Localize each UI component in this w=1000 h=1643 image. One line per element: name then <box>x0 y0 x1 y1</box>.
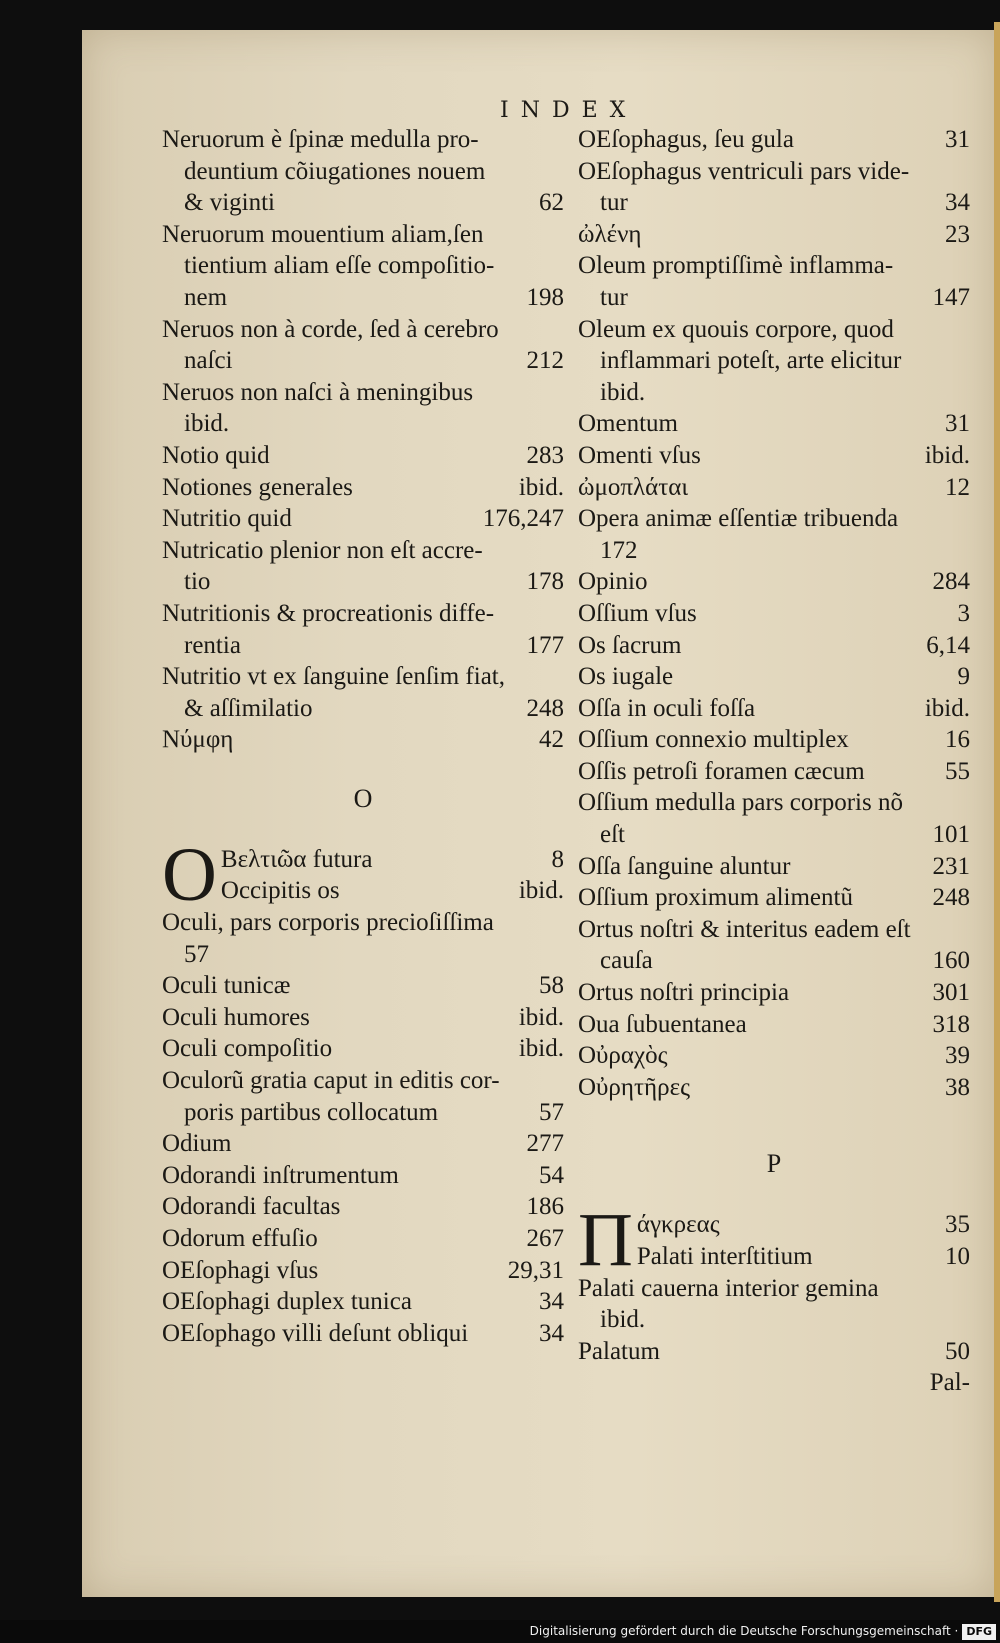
entry-term: Omenti vſus <box>578 441 701 469</box>
entry-term: Occipitis os <box>220 877 340 905</box>
entry-term: Palatum <box>578 1337 660 1365</box>
entry-page: 35 <box>945 1211 970 1239</box>
entry-term: naſci <box>184 347 233 375</box>
entry-term: rentia <box>184 631 241 659</box>
drop-cap-letter: Π <box>578 1198 633 1283</box>
index-entry <box>578 756 970 788</box>
entry-term: 172 <box>600 536 638 564</box>
entry-page: 284 <box>932 568 970 596</box>
index-entry <box>162 661 564 724</box>
dfg-logo: DFG <box>962 1624 996 1640</box>
entry-page: 301 <box>932 979 970 1007</box>
entry-term: Οὐρητῆρες <box>578 1073 690 1101</box>
entry-line: Nutritio vt ex ſanguine ſenſim fiat, <box>162 663 505 691</box>
entry-line: Neruos non à corde, ſed à cerebro <box>162 315 499 343</box>
index-entry <box>578 661 970 693</box>
entry-term: & aſſimilatio <box>184 694 313 722</box>
entry-page: 31 <box>945 126 970 153</box>
entry-line: Neruos non naſci à meningibus <box>162 378 474 406</box>
entry-term: 57 <box>184 940 209 968</box>
index-entry <box>578 1273 970 1336</box>
entry-line: tientium aliam eſſe compoſitio- <box>184 252 495 280</box>
entry-page: 176,247 <box>482 505 564 533</box>
entry-page: 198 <box>526 283 564 311</box>
entry-term: Odium <box>162 1130 232 1158</box>
index-entry <box>162 219 564 314</box>
entry-page: 101 <box>932 821 970 849</box>
entry-term: Odorandi inſtrumentum <box>162 1161 399 1189</box>
right-entries-o <box>578 124 970 1103</box>
entry-page: 212 <box>526 347 564 375</box>
index-entry <box>578 787 970 850</box>
index-entry <box>578 219 970 251</box>
entry-line: Oleum ex quouis corpore, quod <box>578 315 894 343</box>
entry-page: 57 <box>539 1098 564 1126</box>
index-entry <box>578 1072 970 1104</box>
index-entry <box>578 408 970 440</box>
entry-term: Odorandi facultas <box>162 1193 341 1221</box>
entry-page: 248 <box>526 694 564 722</box>
entry-term: Oſſium proximum alimentũ <box>578 884 853 912</box>
index-entry <box>162 377 564 440</box>
index-entry <box>578 1040 970 1072</box>
entry-page: 34 <box>945 189 970 217</box>
entry-term: Os ſacrum <box>578 631 682 659</box>
index-entry <box>162 907 564 970</box>
index-entry <box>162 1286 564 1318</box>
entry-page: ibid. <box>924 441 970 469</box>
entry-page: 318 <box>932 1010 970 1038</box>
entry-line: Nutritionis & procreationis diffe- <box>162 599 495 627</box>
entry-page: 12 <box>945 473 970 501</box>
entry-term: OEſophagi duplex tunica <box>162 1288 412 1316</box>
entry-page: 160 <box>932 947 970 975</box>
entry-page: 16 <box>945 726 970 754</box>
index-entry <box>578 693 970 725</box>
index-entry <box>162 1318 564 1350</box>
entry-term: Ortus noſtri principia <box>578 979 790 1007</box>
index-entry <box>162 1191 564 1223</box>
entry-page: 54 <box>539 1161 564 1189</box>
entry-page: 283 <box>526 441 564 469</box>
index-entry <box>578 1336 970 1368</box>
entry-term: tur <box>600 189 628 217</box>
entry-page: ibid. <box>518 877 564 905</box>
entry-term: ibid. <box>184 410 230 438</box>
index-entry <box>578 124 970 156</box>
index-entry <box>162 503 564 535</box>
entry-term: Oſſium vſus <box>578 599 697 627</box>
entry-term: Oculi humores <box>162 1003 310 1031</box>
index-entry <box>162 598 564 661</box>
entry-page: 3 <box>957 599 970 627</box>
index-entry <box>162 1223 564 1255</box>
index-entry <box>578 977 970 1009</box>
page-edge <box>994 22 1000 1602</box>
left-entries-o <box>162 907 564 1349</box>
entry-line: Neruorum mouentium aliam,ſen <box>162 220 484 248</box>
index-entry <box>578 598 970 630</box>
entry-term: OEſophagi vſus <box>162 1256 319 1284</box>
entry-page: 267 <box>526 1225 564 1252</box>
index-entry <box>578 156 970 219</box>
index-entry <box>162 724 564 756</box>
index-entry <box>578 882 970 914</box>
entry-term: & viginti <box>184 189 275 217</box>
entry-term: Oua ſubuentanea <box>578 1010 747 1038</box>
index-entry <box>162 1033 564 1065</box>
index-entry <box>578 472 970 504</box>
index-entry <box>578 1009 970 1041</box>
index-entry <box>578 724 970 756</box>
index-entry <box>578 314 970 409</box>
entry-line: Neruorum è ſpinæ medulla pro- <box>162 126 479 153</box>
drop-cap-block-p <box>578 1198 970 1283</box>
entry-line: Nutricatio plenior non eſt accre- <box>162 536 483 564</box>
entry-page: 10 <box>945 1243 970 1270</box>
index-entry <box>162 1128 564 1160</box>
entry-page: 50 <box>945 1337 970 1365</box>
entry-term: nem <box>184 283 228 311</box>
entry-page: 42 <box>539 726 564 754</box>
entry-page: 277 <box>526 1130 564 1158</box>
entry-term: Os iugale <box>578 663 674 691</box>
index-entry <box>162 1255 564 1287</box>
entry-page: 9 <box>957 663 970 691</box>
entry-page: 178 <box>526 568 564 596</box>
index-entry <box>162 1160 564 1192</box>
index-entry <box>578 440 970 472</box>
entry-term: Nutritio quid <box>162 505 292 533</box>
entry-term: Odorum effuſio <box>162 1225 318 1252</box>
index-entry <box>162 535 564 598</box>
catchword: Pal- <box>929 1369 970 1397</box>
entry-page: 23 <box>945 220 970 248</box>
right-column <box>578 124 970 1399</box>
entry-term: tio <box>184 568 211 596</box>
entry-page: 248 <box>932 884 970 912</box>
entry-page: 39 <box>945 1042 970 1070</box>
index-entry <box>162 1002 564 1034</box>
index-entry <box>162 440 564 472</box>
entry-line: OEſophagus ventriculi pars vide- <box>578 157 910 185</box>
index-entry <box>162 1065 564 1128</box>
left-column <box>162 124 564 1349</box>
index-entry <box>578 566 970 598</box>
entry-term: Oculi compoſitio <box>162 1035 333 1063</box>
entry-term: Palati interſtitium <box>636 1243 813 1270</box>
entry-page: 38 <box>945 1073 970 1101</box>
entry-page: 186 <box>526 1193 564 1221</box>
entry-page: 8 <box>551 845 564 873</box>
entry-term: tur <box>600 283 628 311</box>
entry-term: poris partibus collocatum <box>184 1098 439 1126</box>
drop-cap-block-o <box>162 832 564 917</box>
entry-page: 34 <box>539 1319 564 1347</box>
index-entry <box>162 124 564 219</box>
entry-line: Oculi, pars corporis precioſiſſima <box>162 909 494 937</box>
entry-line: Ortus noſtri & interitus eadem eſt <box>578 915 911 943</box>
page-header: INDEX <box>500 98 638 123</box>
entry-page: 58 <box>539 972 564 1000</box>
entry-page: 6,14 <box>926 631 970 659</box>
entry-line: Palati cauerna interior gemina <box>578 1274 879 1302</box>
right-entries-p <box>578 1273 970 1368</box>
entry-line: deuntium cõiugationes nouem <box>184 157 486 185</box>
entry-term: Oſſa in oculi foſſa <box>578 694 756 722</box>
entry-term: Opinio <box>578 568 648 596</box>
entry-term: eſt <box>600 821 625 849</box>
entry-term: Οὐραχὸς <box>578 1042 668 1070</box>
entry-page: ibid. <box>518 1035 564 1063</box>
entry-line: Oſſium medulla pars corporis nõ <box>578 789 903 817</box>
index-entry <box>578 503 970 566</box>
entry-page: ibid. <box>518 1003 564 1031</box>
drop-cap-letter: O <box>162 832 217 917</box>
entry-term: OEſophagus, ſeu gula <box>578 126 794 153</box>
entry-page: 55 <box>945 757 970 785</box>
entry-term: Oſſa ſanguine aluntur <box>578 852 791 880</box>
entry-term: ibid. <box>600 378 646 406</box>
entry-term: Notiones generales <box>162 473 353 501</box>
entry-page: 231 <box>932 852 970 880</box>
left-entries-n <box>162 124 564 756</box>
entry-term: Oculi tunicæ <box>162 972 291 1000</box>
entry-page: 29,31 <box>507 1256 564 1284</box>
entry-page: 62 <box>539 189 564 217</box>
entry-term: Omentum <box>578 410 678 438</box>
entry-page: ibid. <box>924 694 970 722</box>
entry-term: ὠλένη <box>578 220 642 248</box>
entry-term: Νύμφη <box>162 726 234 754</box>
entry-term: Notio quid <box>162 441 270 469</box>
entry-term: OEſophago villi deſunt obliqui <box>162 1319 469 1347</box>
entry-page: 177 <box>526 631 564 659</box>
entry-line: Oleum promptiſſimè inflamma- <box>578 252 894 280</box>
index-entry <box>578 851 970 883</box>
index-entry <box>162 314 564 377</box>
entry-term: cauſa <box>600 947 653 975</box>
entry-line: Opera animæ eſſentiæ tribuenda <box>578 505 899 533</box>
section-letter-p: P <box>766 1149 782 1179</box>
footer-text: Digitalisierung gefördert durch die Deutsche Forschungsgemeinschaft · <box>529 1624 959 1638</box>
index-entry <box>578 250 970 313</box>
index-entry <box>162 472 564 504</box>
entry-line: inflammari poteſt, arte elicitur <box>600 347 902 375</box>
index-entry <box>578 914 970 977</box>
entry-term: Oſſium connexio multiplex <box>578 726 849 754</box>
entry-page: 31 <box>945 410 970 438</box>
entry-term: ὠμοπλάται <box>578 473 689 501</box>
entry-page: ibid. <box>518 473 564 501</box>
entry-line: Oculorũ gratia caput in editis cor- <box>162 1067 500 1095</box>
entry-term: άγκρεας <box>636 1211 720 1239</box>
entry-term: ibid. <box>600 1306 646 1334</box>
index-entry <box>578 630 970 662</box>
entry-term: Βελτιῶα futura <box>220 845 373 873</box>
entry-page: 34 <box>539 1288 564 1316</box>
index-entry <box>162 970 564 1002</box>
section-letter-o: O <box>353 783 373 813</box>
digitization-footer <box>0 1620 1000 1643</box>
entry-page: 147 <box>932 283 970 311</box>
entry-term: Oſſis petroſi foramen cæcum <box>578 757 865 785</box>
